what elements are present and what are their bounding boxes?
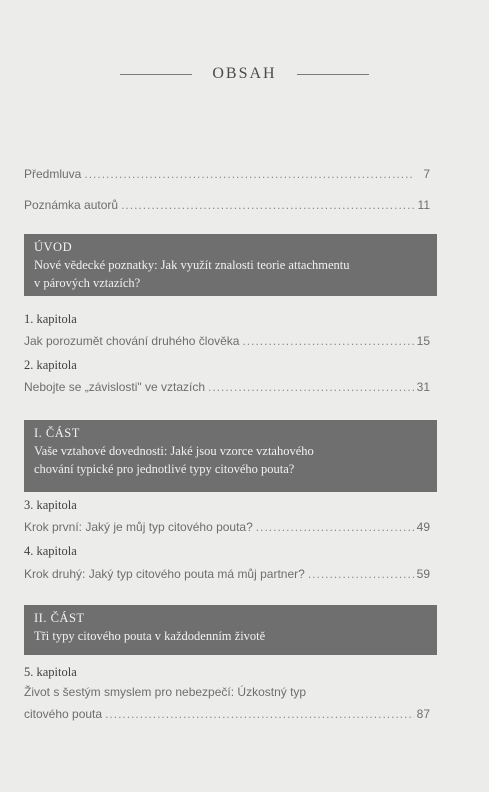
toc-entry-chapter-3[interactable] <box>24 516 430 534</box>
dot-leader <box>305 567 414 581</box>
section-part-label: ÚVOD <box>34 240 73 254</box>
heading-rule-right <box>297 74 369 75</box>
entry-title: citového pouta <box>24 707 103 721</box>
chapter-label: 5. kapitola <box>24 665 77 679</box>
chapter-title-line[interactable]: Život s šestým smyslem pro nebezpečí: Úzkostný typ <box>24 685 307 699</box>
section-title-line: Vaše vztahové dovednosti: Jaké jsou vzorce vztahového <box>34 444 314 458</box>
entry-title: Nebojte se „závislosti" ve vztazích <box>24 380 205 394</box>
page-number: 87 <box>416 707 430 721</box>
dot-leader <box>81 167 414 181</box>
page-number: 59 <box>416 567 430 581</box>
page-number: 49 <box>416 520 430 534</box>
section-band-part-1 <box>24 420 437 492</box>
toc-entry-predmluva[interactable] <box>24 163 430 181</box>
dot-leader <box>102 707 414 721</box>
page-number: 11 <box>417 198 430 212</box>
toc-entry-chapter-2[interactable] <box>24 376 430 394</box>
section-band-part-2 <box>24 605 437 655</box>
chapter-label: 2. kapitola <box>24 358 77 372</box>
page-number: 31 <box>416 380 430 394</box>
heading-rule-left <box>120 74 192 75</box>
page-number: 15 <box>416 334 430 348</box>
dot-leader <box>253 520 414 534</box>
entry-title: Poznámka autorů <box>24 198 119 212</box>
toc-entry-chapter-5[interactable] <box>24 703 430 721</box>
section-part-label: I. ČÁST <box>34 426 80 440</box>
section-title-line: Tři typy citového pouta v každodenním životě <box>34 629 266 643</box>
dot-leader <box>205 380 414 394</box>
entry-title: Krok druhý: Jaký typ citového pouta má můj partner? <box>24 567 305 581</box>
toc-entry-chapter-4[interactable] <box>24 563 430 581</box>
section-band-uvod <box>24 234 437 296</box>
section-title-line: Nové vědecké poznatky: Jak využít znalosti teorie attachmentu <box>34 258 350 272</box>
page-number: 7 <box>423 167 430 181</box>
toc-entry-chapter-1[interactable] <box>24 330 430 348</box>
toc-heading <box>0 62 489 86</box>
section-part-label: II. ČÁST <box>34 611 85 625</box>
chapter-label: 4. kapitola <box>24 544 77 558</box>
toc-entry-poznamka[interactable] <box>24 194 430 212</box>
entry-title: Předmluva <box>24 167 82 181</box>
page-title: OBSAH <box>212 65 277 82</box>
section-title-line: chování typické pro jednotlivé typy citového pouta? <box>34 462 295 476</box>
entry-title: Krok první: Jaký je můj typ citového pouta? <box>24 520 253 534</box>
chapter-label: 1. kapitola <box>24 312 77 326</box>
section-title-line: v párových vztazích? <box>34 276 141 290</box>
dot-leader <box>118 198 414 212</box>
entry-title: Jak porozumět chování druhého člověka <box>24 334 240 348</box>
dot-leader <box>239 334 414 348</box>
chapter-label: 3. kapitola <box>24 498 77 512</box>
